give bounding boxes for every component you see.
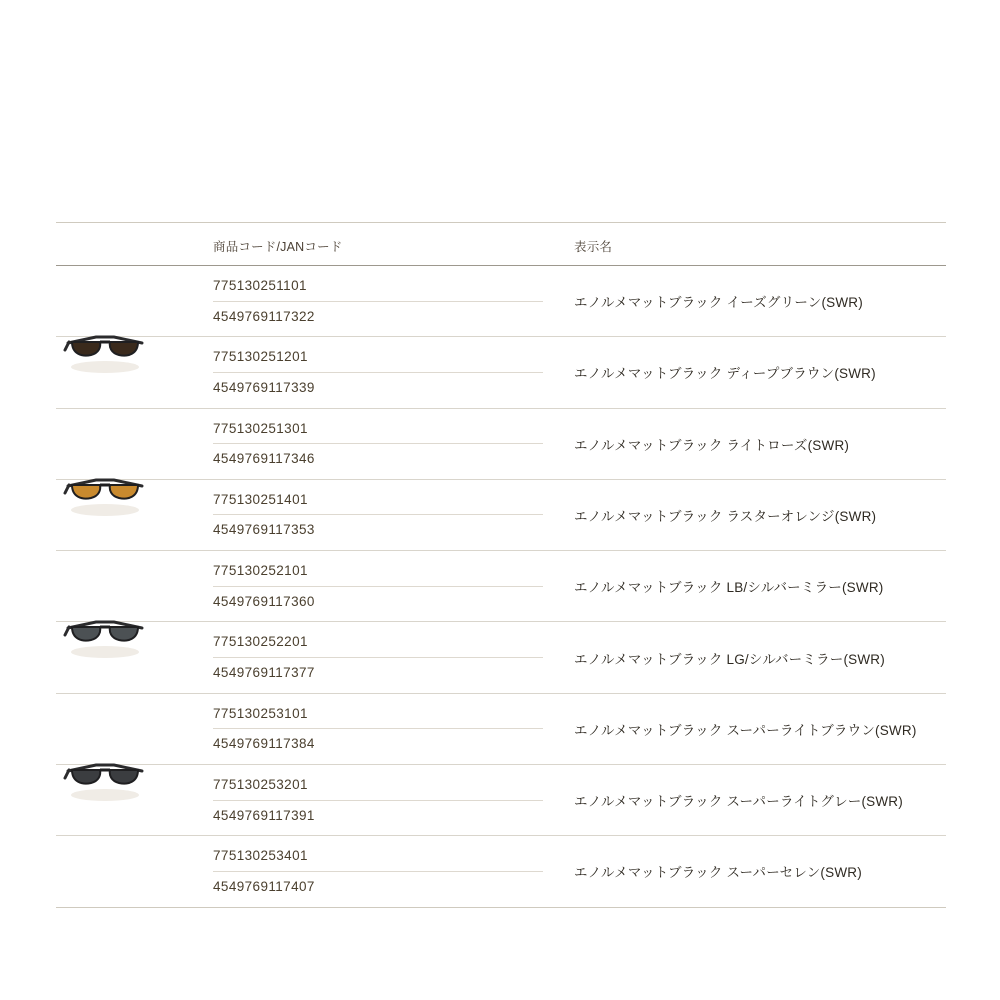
product-code: 775130253201 xyxy=(213,772,543,801)
product-code-cell xyxy=(211,479,566,550)
product-code-cell xyxy=(211,764,566,835)
product-thumbnail-cell xyxy=(56,479,211,550)
sunglasses-icon xyxy=(62,608,148,664)
jan-code: 4549769117384 xyxy=(213,736,315,752)
sunglasses-icon xyxy=(62,466,148,522)
column-header-name: 表示名 xyxy=(574,240,613,254)
table-row xyxy=(56,764,946,835)
product-code: 775130251101 xyxy=(213,273,543,302)
display-name-cell: エノルメマットブラック スーパーライトブラウン(SWR) xyxy=(574,722,917,738)
product-code: 775130251301 xyxy=(213,416,543,445)
product-thumbnail-cell xyxy=(56,622,211,693)
jan-code: 4549769117322 xyxy=(213,308,315,324)
sunglasses-icon xyxy=(62,323,148,379)
column-header-code: 商品コード/JANコード xyxy=(213,240,343,254)
display-name-cell: エノルメマットブラック スーパーライトグレー(SWR) xyxy=(574,794,903,810)
display-name-cell: エノルメマットブラック イーズグリーン(SWR) xyxy=(574,295,863,311)
product-code-cell xyxy=(211,836,566,907)
product-code: 775130251201 xyxy=(213,344,543,373)
product-thumbnail-cell xyxy=(56,337,211,408)
table-header xyxy=(56,223,946,266)
display-name-cell: エノルメマットブラック スーパーセレン(SWR) xyxy=(574,865,862,881)
product-code-cell xyxy=(211,622,566,693)
table-row xyxy=(56,337,946,408)
product-code: 775130252201 xyxy=(213,629,543,658)
jan-code: 4549769117391 xyxy=(213,807,315,823)
product-code-cell xyxy=(211,266,566,337)
display-name-cell: エノルメマットブラック LG/シルバーミラー(SWR) xyxy=(574,651,885,667)
table-row xyxy=(56,266,946,337)
column-header-image xyxy=(56,223,211,266)
product-code-cell xyxy=(211,337,566,408)
table-row xyxy=(56,479,946,550)
table-header-row xyxy=(56,223,946,266)
jan-code: 4549769117346 xyxy=(213,451,315,467)
jan-code: 4549769117353 xyxy=(213,522,315,538)
table-row xyxy=(56,551,946,622)
table-row xyxy=(56,408,946,479)
product-thumbnail-cell xyxy=(56,764,211,835)
product-code-cell xyxy=(211,551,566,622)
product-code: 775130251401 xyxy=(213,487,543,516)
display-name-cell: エノルメマットブラック ライトローズ(SWR) xyxy=(574,437,850,453)
product-code-cell xyxy=(211,693,566,764)
table-body xyxy=(56,266,946,908)
product-code: 775130253401 xyxy=(213,843,543,872)
jan-code: 4549769117360 xyxy=(213,593,315,609)
product-spec-table-container xyxy=(56,222,946,908)
sunglasses-icon xyxy=(62,751,148,807)
jan-code: 4549769117377 xyxy=(213,665,315,681)
table-row xyxy=(56,836,946,907)
display-name-cell: エノルメマットブラック LB/シルバーミラー(SWR) xyxy=(574,580,884,596)
product-code: 775130252101 xyxy=(213,558,543,587)
display-name-cell: エノルメマットブラック ラスターオレンジ(SWR) xyxy=(574,508,877,524)
table-row xyxy=(56,693,946,764)
table-row xyxy=(56,622,946,693)
jan-code: 4549769117339 xyxy=(213,379,315,395)
product-thumbnail-cell xyxy=(56,836,211,907)
product-code-cell xyxy=(211,408,566,479)
product-code: 775130253101 xyxy=(213,701,543,730)
product-spec-table xyxy=(56,222,946,908)
jan-code: 4549769117407 xyxy=(213,878,315,894)
display-name-cell: エノルメマットブラック ディープブラウン(SWR) xyxy=(574,366,876,382)
